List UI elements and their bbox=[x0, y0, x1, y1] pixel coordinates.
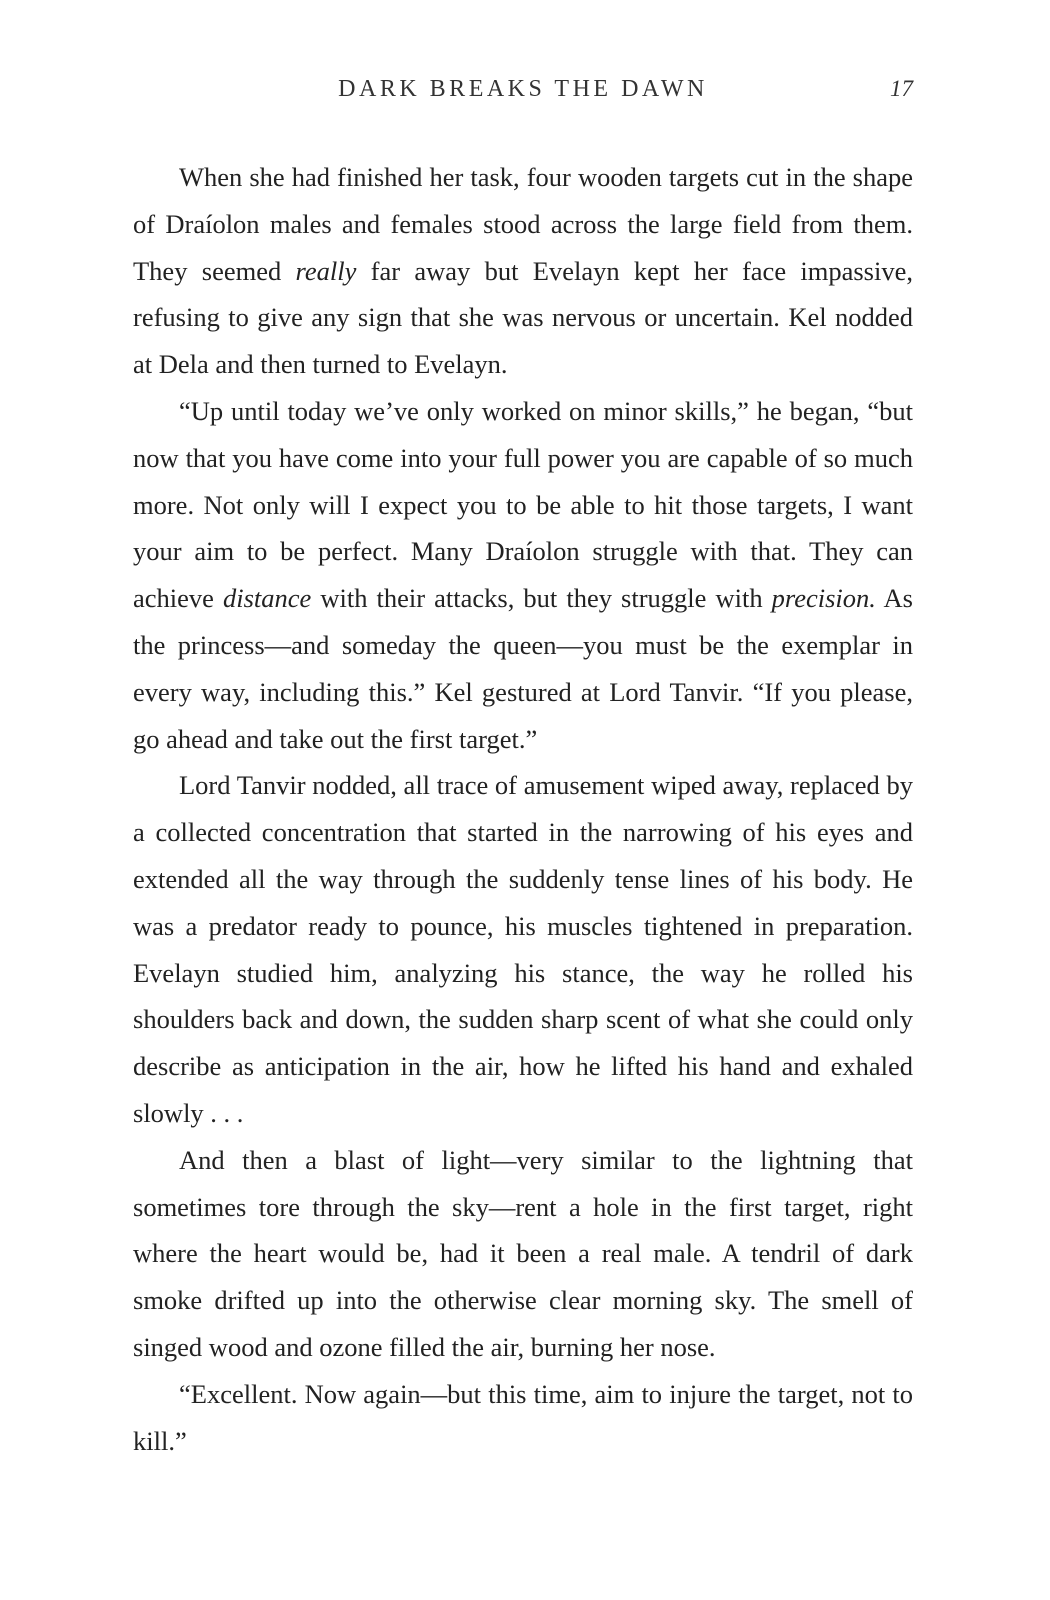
paragraph bbox=[133, 1371, 913, 1465]
italic-text: really bbox=[295, 255, 357, 286]
body-text bbox=[133, 154, 913, 1464]
italic-text: distance bbox=[222, 583, 312, 614]
paragraph bbox=[133, 154, 913, 388]
text-run: When she had finished her task, four wooden targets cut in the shape of Draíolon males and females stood across the large field from them. They seemed bbox=[133, 162, 913, 286]
italic-text: precision. bbox=[771, 583, 876, 614]
text-run: “Up until today we’ve only worked on minor skills,” he began, “but now that you have come into your full power you are capable of so much more. Not only will I expect you to be able to hit those targets, I want your aim to be perfect. Many Draíolon struggle with that. They can achieve bbox=[133, 395, 913, 614]
text-run: far away but Evelayn kept her face impassive, refusing to give any sign that she was nervous or uncertain. Kel nodded at Dela and then turned to Evelayn. bbox=[133, 255, 913, 380]
text-run: As the princess—and someday the queen—you must be the exemplar in every way, including this.” Kel gestured at Lord Tanvir. “If you please, go ahead and take out the first target.” bbox=[133, 583, 913, 754]
text-run: “Excellent. Now again—but this time, aim to injure the target, not to kill.” bbox=[133, 1378, 913, 1456]
page-number: 17 bbox=[890, 76, 913, 101]
text-run: And then a blast of light—very similar to the lightning that sometimes tore through the sky—rent a hole in the first target, right where the heart would be, had it been a real male. A tendril of dark smoke drifted up into the otherwise clear morning sky. The smell of singed wood and ozone filled the air, burning her nose. bbox=[133, 1144, 913, 1362]
book-title: DARK BREAKS THE DAWN bbox=[338, 76, 708, 102]
paragraph bbox=[133, 762, 913, 1136]
running-head bbox=[133, 76, 913, 112]
paragraph bbox=[133, 1137, 913, 1371]
text-run: with their attacks, but they struggle with bbox=[311, 583, 772, 614]
text-run: Lord Tanvir nodded, all trace of amusement wiped away, replaced by a collected concentration that started in the narrowing of his eyes and extended all the way through the suddenly tense lines of his body. He was a predator ready to pounce, his muscles tightened in preparation. Evelayn studied him, analyzing his stance, the way he rolled his shoulders back and down, the sudden sharp scent of what she could only describe as anticipation in the air, how he lifted his hand and exhaled slowly . . . bbox=[133, 770, 913, 1128]
paragraph bbox=[133, 388, 913, 762]
